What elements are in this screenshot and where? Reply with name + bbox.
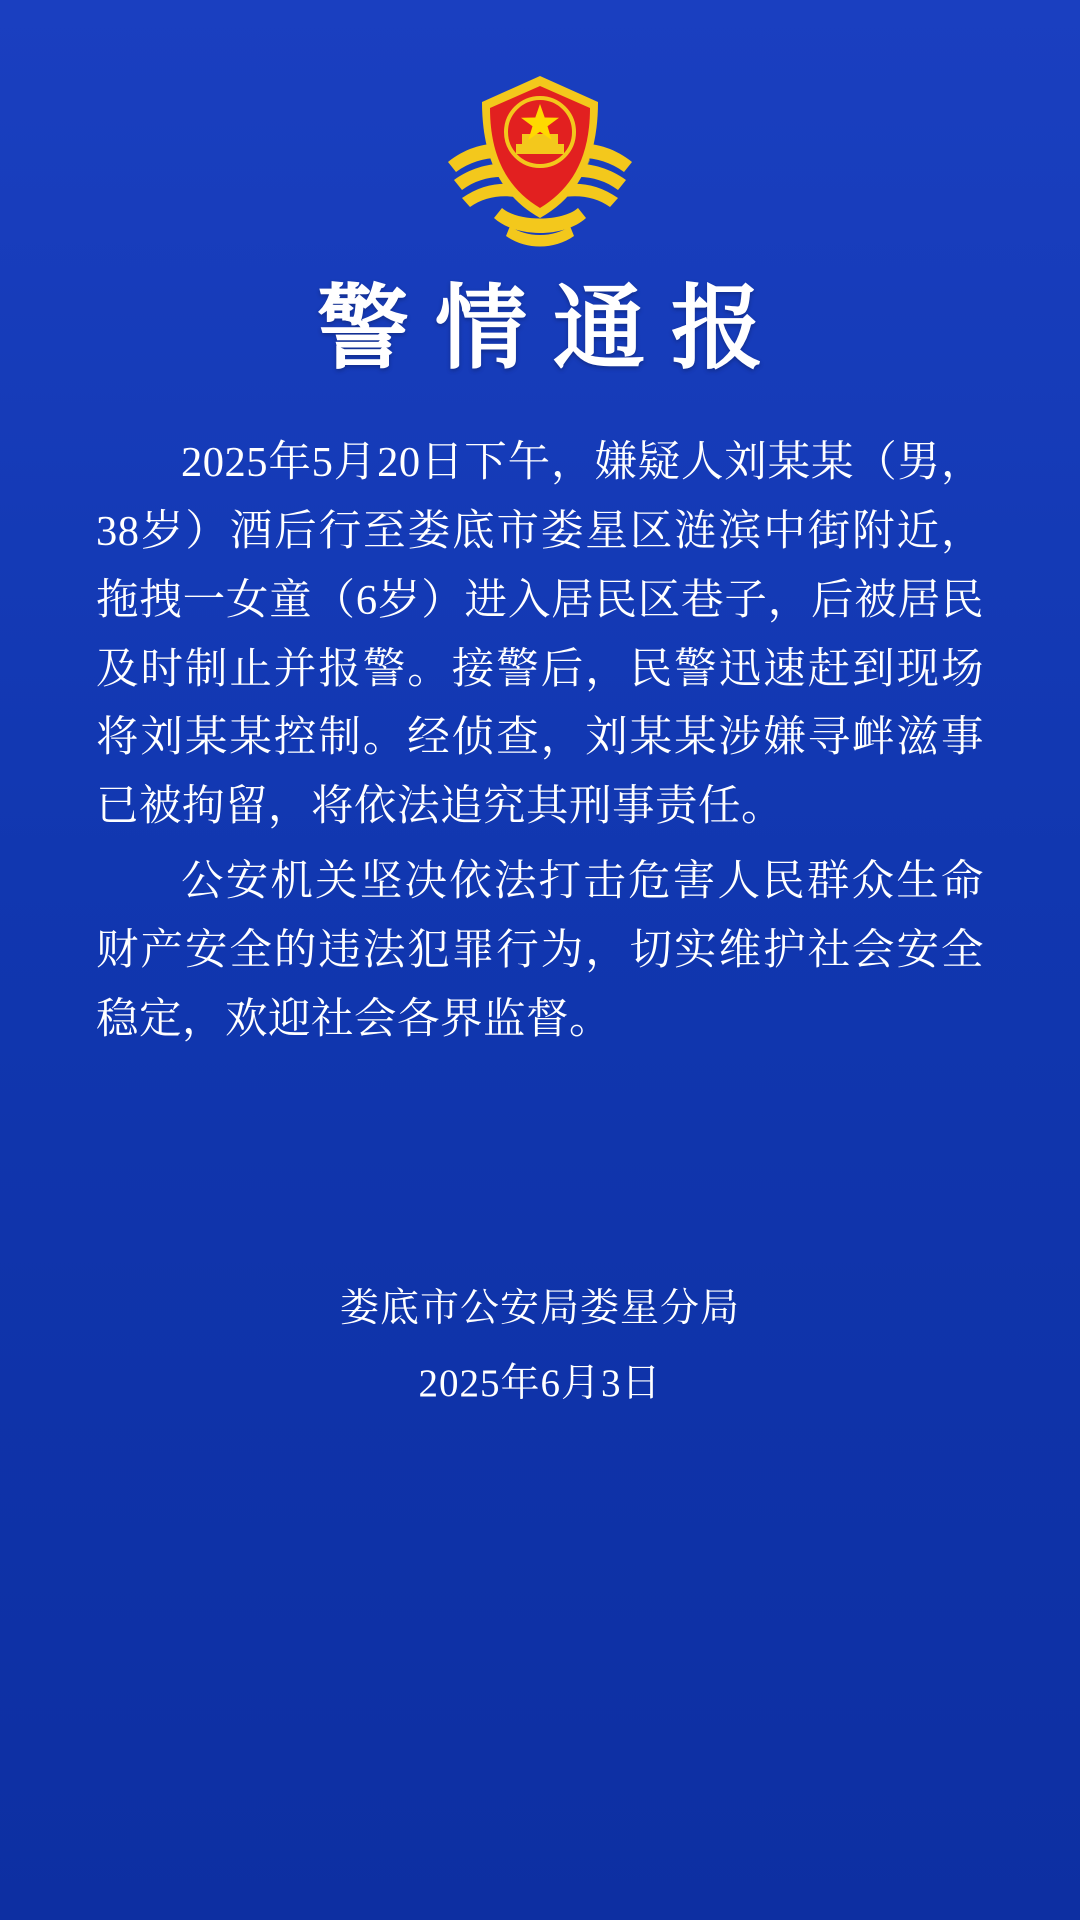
signature-block — [0, 1280, 1080, 1413]
page-title: 警情通报 — [316, 278, 789, 380]
china-police-badge-icon — [440, 66, 640, 252]
notice-paragraph-2: 公安机关坚决依法打击危害人民群众生命财产安全的违法犯罪行为，切实维护社会安全稳定，欢迎社会各界监督。 — [96, 858, 984, 1043]
notice-paragraph-1: 2025年5月20日下午，嫌疑人刘某某（男，38岁）酒后行至娄底市娄星区涟滨中街附近，拖拽一女童（6岁）进入居民区巷子，后被居民及时制止并报警。接警后，民警迅速赶到现场将刘某某控制。经侦查，刘某某涉嫌寻衅滋事已被拘留，将依法追究其刑事责任。 — [96, 439, 984, 831]
notice-body — [96, 429, 984, 1055]
issue-date: 2025年6月3日 — [418, 1361, 662, 1405]
issuing-organization: 娄底市公安局娄星分局 — [339, 1287, 740, 1330]
emblem-container — [96, 0, 984, 252]
